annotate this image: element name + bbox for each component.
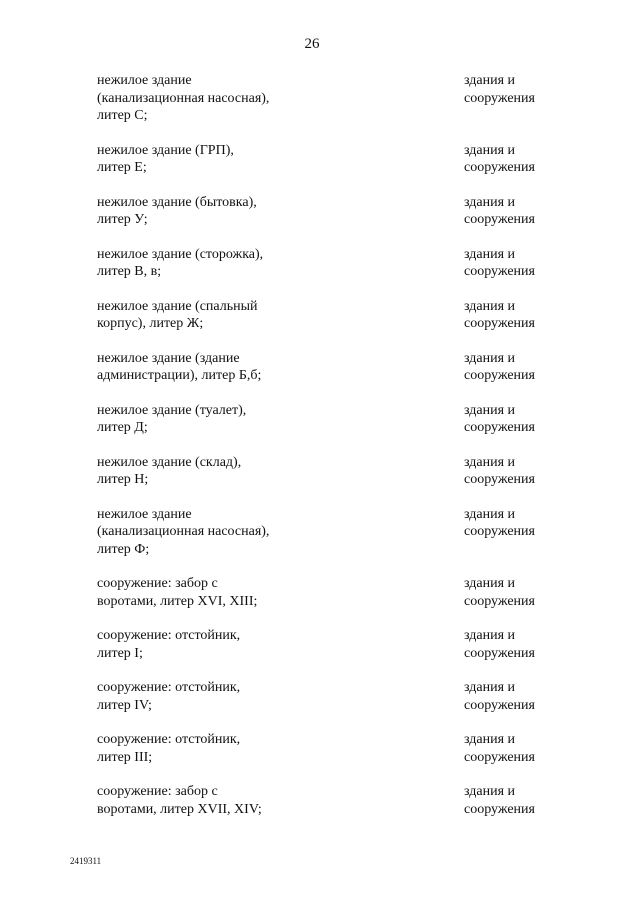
entry-list [97, 72, 557, 835]
property-type-line: сооружения [464, 420, 535, 435]
property-type [464, 194, 564, 229]
list-item [97, 142, 557, 177]
property-name-line: литер В, в; [97, 264, 162, 279]
page-number: 26 [304, 36, 320, 52]
property-name-line: сооружение: отстойник, [97, 628, 241, 643]
property-name [97, 350, 417, 385]
property-name-line: нежилое здание [97, 73, 192, 88]
property-type-line: сооружения [464, 697, 535, 713]
property-name-line: нежилое здание (туалет), [97, 402, 247, 418]
property-name-line: литер I; [97, 645, 143, 661]
property-type-line: здания и [464, 784, 516, 799]
property-type-line: сооружения [464, 90, 535, 106]
property-type [464, 575, 564, 610]
property-name-line: нежилое здание (спальный [97, 298, 258, 314]
list-item [97, 627, 557, 662]
document-code: 2419311 [70, 856, 102, 866]
property-type-line: сооружения [464, 801, 535, 817]
list-item [97, 679, 557, 714]
property-type-line: здания и [464, 454, 516, 470]
property-type-line: сооружения [464, 472, 535, 487]
list-item [97, 575, 557, 610]
property-type-line: сооружения [464, 368, 535, 383]
property-type [464, 627, 564, 662]
property-type-line: здания и [464, 576, 516, 591]
property-name-line: нежилое здание [97, 506, 192, 522]
property-name [97, 246, 417, 281]
property-type-line: здания и [464, 298, 516, 314]
list-item [97, 402, 557, 437]
list-item [97, 298, 557, 333]
property-type [464, 783, 564, 818]
list-item [97, 246, 557, 281]
property-type-line: сооружения [464, 749, 535, 765]
property-type-line: здания и [464, 402, 516, 418]
property-name [97, 298, 417, 333]
property-type-line: здания и [464, 628, 516, 643]
property-name-line: сооружение: забор с [97, 576, 218, 591]
property-type-line: сооружения [464, 212, 535, 227]
property-name-line: литер Е; [97, 160, 147, 175]
property-type-line: здания и [464, 246, 516, 262]
property-type-line: здания и [464, 194, 516, 210]
property-type [464, 298, 564, 333]
property-type [464, 731, 564, 766]
property-name-line: литер IV; [97, 697, 152, 713]
property-name-line: сооружение: отстойник, [97, 732, 241, 747]
property-type-line: здания и [464, 73, 516, 88]
property-name [97, 679, 417, 714]
property-name-line: администрации), литер Б,б; [97, 368, 262, 383]
property-name-line: литер III; [97, 749, 153, 765]
property-name [97, 72, 417, 125]
property-type-line: здания и [464, 142, 516, 158]
property-type [464, 142, 564, 177]
property-name-line: корпус), литер Ж; [97, 316, 204, 331]
property-name-line: литер С; [97, 108, 148, 123]
list-item [97, 72, 557, 125]
property-name-line: нежилое здание (склад), [97, 454, 242, 470]
property-type-line: сооружения [464, 593, 535, 609]
list-item [97, 731, 557, 766]
list-item [97, 783, 557, 818]
list-item [97, 194, 557, 229]
property-type [464, 679, 564, 714]
property-name-line: воротами, литер XVI, XIII; [97, 593, 258, 609]
property-name-line: литер Д; [97, 420, 148, 435]
property-name [97, 142, 417, 177]
property-name [97, 454, 417, 489]
property-type-line: здания и [464, 350, 516, 366]
property-type [464, 454, 564, 489]
property-type [464, 350, 564, 385]
property-type-line: сооружения [464, 645, 535, 661]
property-type [464, 402, 564, 437]
list-item [97, 506, 557, 559]
property-name [97, 506, 417, 559]
property-name-line: (канализационная насосная), [97, 524, 270, 539]
property-name-line: (канализационная насосная), [97, 90, 270, 106]
property-name [97, 783, 417, 818]
property-name-line: воротами, литер XVII, XIV; [97, 801, 262, 817]
property-name-line: нежилое здание (сторожка), [97, 246, 264, 262]
property-name [97, 575, 417, 610]
property-name [97, 194, 417, 229]
property-name-line: нежилое здание (ГРП), [97, 142, 234, 158]
list-item [97, 454, 557, 489]
property-name-line: сооружение: отстойник, [97, 680, 241, 695]
property-type [464, 506, 564, 541]
property-type-line: сооружения [464, 264, 535, 279]
property-type-line: здания и [464, 732, 516, 747]
list-item [97, 350, 557, 385]
property-type-line: сооружения [464, 160, 535, 175]
property-type-line: здания и [464, 506, 516, 522]
property-name-line: литер Ф; [97, 541, 150, 557]
property-name-line: сооружение: забор с [97, 784, 218, 799]
property-name [97, 402, 417, 437]
property-type [464, 72, 564, 107]
property-name [97, 731, 417, 766]
property-name-line: литер Н; [97, 472, 149, 487]
property-name [97, 627, 417, 662]
property-name-line: нежилое здание (бытовка), [97, 194, 257, 210]
property-type-line: сооружения [464, 316, 535, 331]
property-name-line: нежилое здание (здание [97, 350, 240, 366]
property-type [464, 246, 564, 281]
property-type-line: здания и [464, 680, 516, 695]
property-name-line: литер У; [97, 212, 148, 227]
property-type-line: сооружения [464, 524, 535, 539]
